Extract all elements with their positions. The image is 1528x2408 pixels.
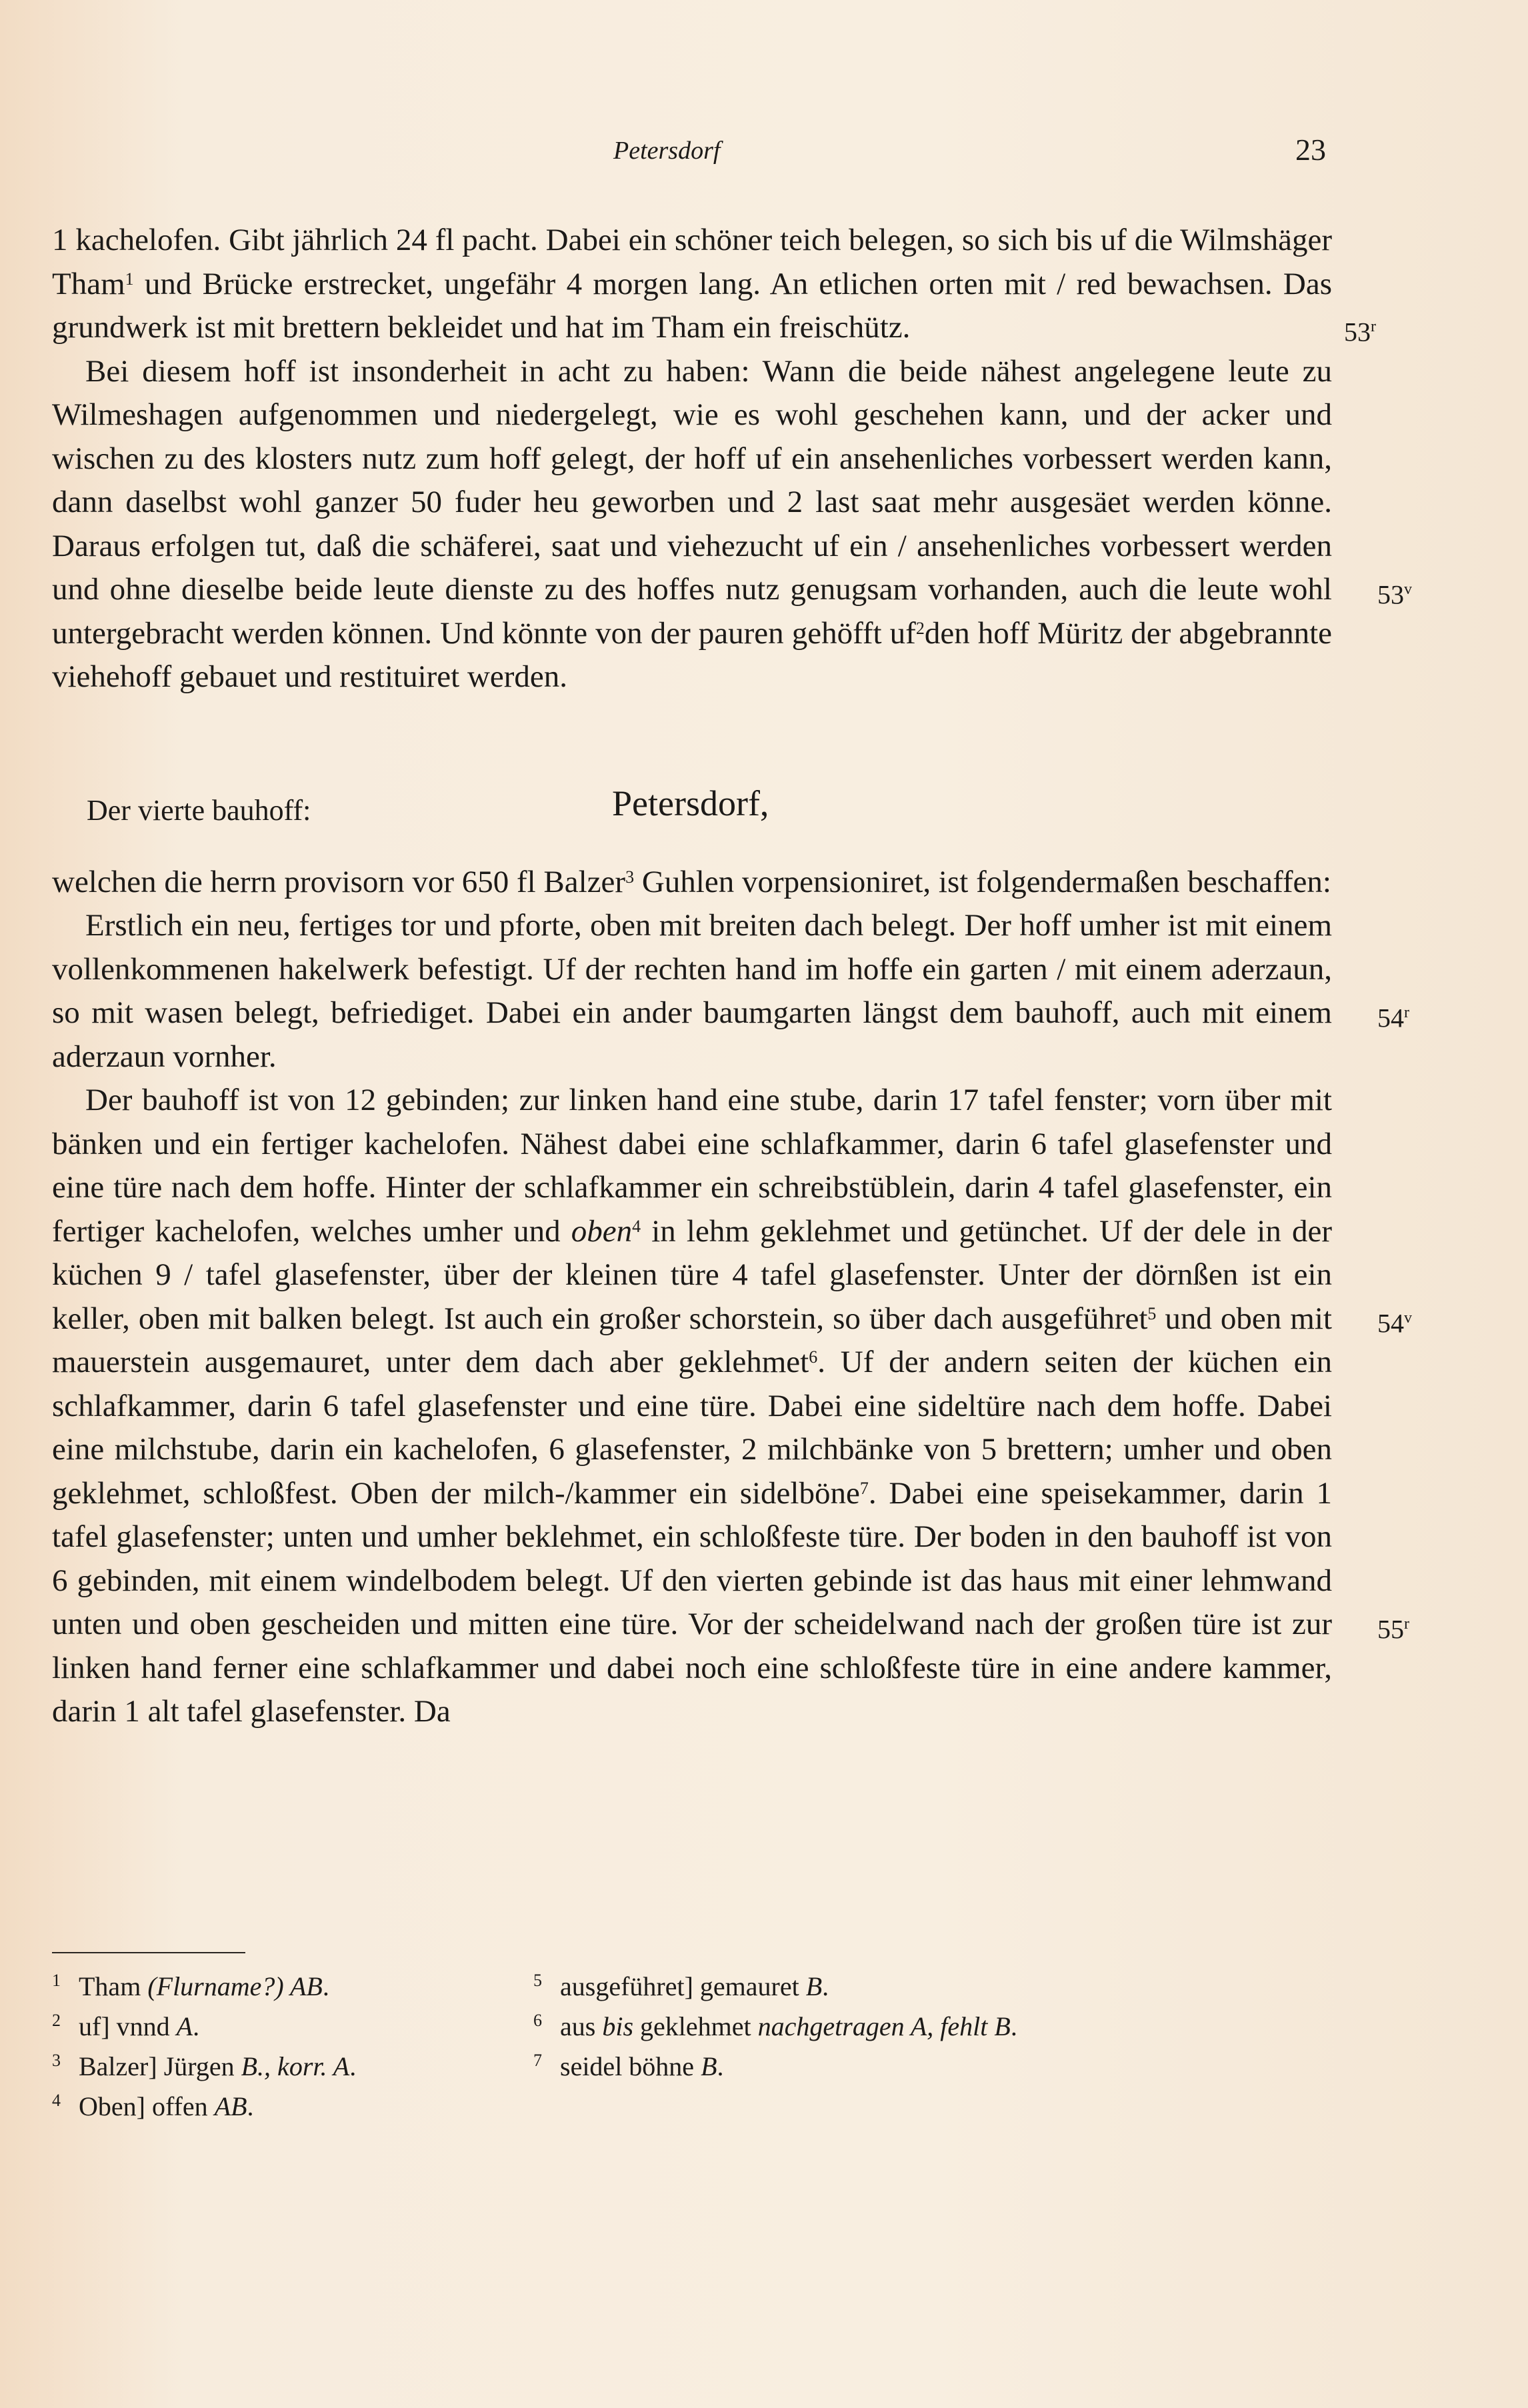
footnote-column-right [533,1967,1017,2087]
paragraph-text: Guhlen vorpensioniret, ist folgendermaßen beschaffen: [634,864,1331,899]
paragraph-5 [52,1079,1412,1734]
margin-folio-55r: 55$^r$ [1377,1614,1409,1645]
footnote-ref: 5 [1147,1303,1157,1323]
paragraph-text: . Dabei eine speisekammer, darin 1 tafel glasefenster; unten und umher beklehmet, ein schloßfeste türe. Der boden in den bauhoff ist von 6 gebinden, mit einem windelbodem belegt. Uf den vierten gebinde ist das haus mit einer lehmwand unten und oben gescheiden und mitten eine türe. Vor der scheidelwand nach der großen türe ist zur linken hand ferner eine schlafkammer und dabei noch eine schloßfeste türe in eine andere kammer, darin 1 alt tafel glasefenster. Da [52,1475,1332,1729]
footnote-ref: 6 [809,1347,818,1367]
footnote-ref: 2 [915,618,925,638]
footnote-ref: 7 [859,1478,869,1498]
footnote: 4 Oben] offen AB. [52,2091,254,2121]
margin-folio-53v: 53$^v$ [1377,579,1412,609]
paragraph-2 [52,350,1412,699]
footnote-column-left [52,1967,356,2127]
footnote-ref: 4 [632,1216,641,1236]
paragraph-text: 1 kachelofen. Gibt jährlich 24 fl pacht. Dabei ein schöner teich belegen, so sich bis uf die Wilmshäger Tham [52,223,1332,301]
main-text [52,219,1412,1734]
margin-folio-54v: 54$^v$ [1377,1308,1412,1339]
paragraph-4 [52,904,1409,1079]
footnote: 7 seidel böhne B. [533,2051,724,2081]
paragraph-text: den hoff Müritz der abgebrannte viehehoff gebauet und restituiret werden. [52,615,1332,694]
footnote: 6 aus bis geklehmet nachgetragen A, fehlt B. [533,2011,1017,2041]
margin-folio-53r: 53$^r$ [1344,317,1376,347]
page-number: 23 [1295,133,1326,167]
paragraph-text: Erstlich ein neu, fertiges tor und pforte, oben mit breiten dach belegt. Der hoff umher ist mit einem vollenkommenen hakelwerk befestigt. Uf der rechten hand im hoffe ein garten / mit einem aderzaun, so mit wasen belegt, befriediget. Dabei ein ander baumgarten längst dem bauhoff, auch mit einem aderzaun vornher. [52,908,1332,1074]
paragraph-3 [52,861,1332,905]
footnote: 1 Tham (Flurname?) AB. [52,1971,329,2001]
footnote-ref: 3 [625,867,635,887]
page-header [0,132,1528,179]
section-place-name: Petersdorf, [612,783,769,823]
paragraph-text: in lehm geklehmet und getünchet. Uf der dele in der küchen 9 / tafel glasefenster, über der kleinen türe 4 tafel glasefenster. Unter der dörnßen ist ein keller, oben mit balken belegt. Ist auch ein großer schorstein, so über dach ausgeführet [52,1213,1332,1336]
paragraph-text: Der bauhoff ist von 12 gebinden; zur linken hand eine stube, darin 17 tafel fenster; vorn über mit bänken und ein fertiger kachelofen. Nähest dabei eine schlafkammer, darin 6 tafel glasefenster und eine türe nach dem hoffe. Hinter der schlafkammer ein schreibstüblein, darin 4 tafel glasefenster, ein fertiger kachelofen, welches umher und [52,1083,1332,1249]
footnote: 3 Balzer] Jürgen B., korr. A. [52,2051,357,2081]
footnote-ref: 1 [125,269,134,289]
paragraph-1 [52,219,1376,350]
margin-folio-54r: 54$^r$ [1377,1003,1409,1033]
footnote: 5 ausgeführet] gemauret B. [533,1971,829,2001]
footnote: 2 uf] vnnd A. [52,2011,200,2041]
footnote-separator [52,1952,245,1953]
italic-word: oben [571,1213,633,1249]
paragraph-text: welchen die herrn provisorn vor 650 fl Balzer [52,864,626,899]
section-heading [52,754,1332,861]
section-label: Der vierte bauhoff: [87,793,311,827]
paragraph-text: und oben mit mauerstein ausgemauret, unter dem dach aber geklehmet [52,1301,1332,1379]
running-title: Petersdorf [613,137,721,165]
paragraph-text: Bei diesem hoff ist insonderheit in acht zu haben: Wann die beide nähest angelegene leute zu Wilmeshagen aufgenommen und niedergelegt, wie es wohl geschehen kann, und der acker und wischen zu des klosters nutz zum hoff gelegt, der hoff uf ein ansehenliches vorbessert werden kann, dann daselbst wohl ganzer 50 fuder heu geworben und 2 last saat mehr ausgesäet werden könne. Daraus erfolgen tut, daß die schäferei, saat und viehezucht uf ein / ansehenliches vorbessert werden und ohne dieselbe beide leute dienste zu des hoffes nutz genugsam vorhanden, auch die leute wohl untergebracht werden können. Und könnte von der pauren gehöfft uf [52,353,1332,651]
paragraph-text: und Brücke erstrecket, ungefähr 4 morgen lang. An etlichen orten mit / red bewachsen. Das grundwerk ist mit brettern bekleidet und hat im Tham ein freischütz. [52,266,1332,345]
paragraph-text: . Uf der andern seiten der küchen ein schlafkammer, darin 6 tafel glasefenster und eine türe. Dabei eine sideltüre nach dem hoffe. Dabei eine milchstube, darin ein kachelofen, 6 glasefenster, 2 milchbänke von 5 brettern; umher und oben geklehmet, schloßfest. Oben der milch-/kammer ein sidelböne [52,1345,1332,1511]
